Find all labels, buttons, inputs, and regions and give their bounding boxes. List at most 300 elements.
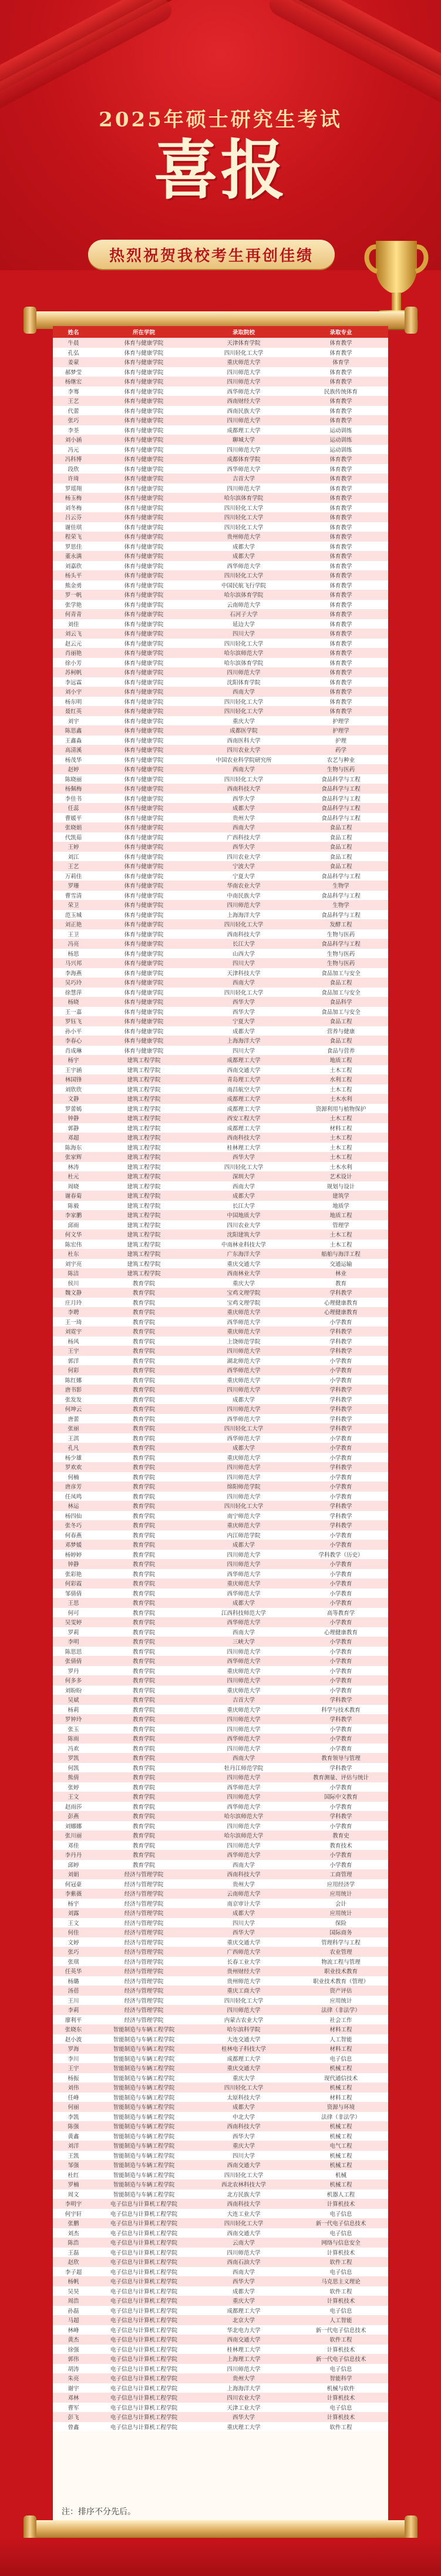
cell-college: 体育与健康学院	[94, 600, 194, 610]
cell-major: 体育教学	[294, 542, 388, 552]
cell-student-name: 杨东明	[53, 697, 94, 707]
table-row	[53, 1046, 388, 1056]
cell-student-name: 何凯	[53, 1763, 94, 1773]
cell-university: 云南师范大学	[194, 1889, 294, 1899]
table-row	[53, 687, 388, 697]
cell-college: 教育学院	[94, 1559, 194, 1569]
cell-major: 食品加工与安全	[294, 968, 388, 978]
table-row	[53, 774, 388, 784]
cell-student-name: 何文华	[53, 1230, 94, 1240]
table-row	[53, 1191, 388, 1201]
table-row	[53, 2364, 388, 2374]
cell-student-name: 苏柯帆	[53, 667, 94, 677]
cell-college: 经济与管理学院	[94, 1937, 194, 1947]
cell-university: 成都大学	[194, 1598, 294, 1608]
cell-university: 重庆师范大学	[194, 1375, 294, 1385]
cell-university: 西南交通大学	[194, 1065, 294, 1075]
table-row	[53, 1298, 388, 1308]
cell-college: 教育学院	[94, 1763, 194, 1773]
cell-major: 体育教学	[294, 580, 388, 590]
cell-college: 体育与健康学院	[94, 551, 194, 561]
cell-university: 四川师范大学	[194, 1492, 294, 1502]
cell-student-name: 唐书影	[53, 1385, 94, 1395]
cell-college: 电子信息与计算机工程学院	[94, 2383, 194, 2393]
cell-student-name: 孙小平	[53, 1026, 94, 1036]
cell-college: 教育学院	[94, 1365, 194, 1375]
cell-student-name: 何楠	[53, 1472, 94, 1482]
table-row	[53, 348, 388, 358]
cell-student-name: 刘小宇	[53, 687, 94, 697]
cell-college: 教育学院	[94, 1472, 194, 1482]
cell-university: 哈尔滨科学院	[194, 2024, 294, 2034]
table-row	[53, 1666, 388, 1676]
cell-university: 四川师范大学	[194, 1792, 294, 1802]
cell-college: 体育与健康学院	[94, 988, 194, 998]
cell-major: 机械工程	[294, 2083, 388, 2093]
cell-university: 四川轻化工大学	[194, 570, 294, 580]
table-row	[53, 764, 388, 774]
cell-college: 体育与健康学院	[94, 726, 194, 735]
cell-student-name: 肖成琳	[53, 1046, 94, 1056]
cell-college: 建筑工程学院	[94, 1162, 194, 1172]
cell-major: 体育教学	[294, 454, 388, 464]
cell-student-name: 汤蓓	[53, 1986, 94, 1996]
cell-student-name: 李丹丹	[53, 1850, 94, 1860]
cell-university: 宝鸡文理学院	[194, 1288, 294, 1298]
cell-student-name: 刘欣欣	[53, 1084, 94, 1094]
table-row	[53, 1307, 388, 1317]
table-row	[53, 590, 388, 600]
table-row	[53, 1937, 388, 1947]
cell-university: 四川师范大学	[194, 1772, 294, 1782]
cell-student-name: 杨宇	[53, 1899, 94, 1909]
table-row	[53, 1996, 388, 2006]
cell-university: 西华师范大学	[194, 1588, 294, 1598]
cell-college: 体育与健康学院	[94, 522, 194, 532]
cell-college: 建筑工程学院	[94, 1191, 194, 1201]
cell-university: 天津科技大学	[194, 968, 294, 978]
cell-university: 沈阳建筑大学	[194, 1230, 294, 1240]
cell-college: 智能制造与车辆工程学院	[94, 2093, 194, 2103]
cell-university: 西南石油大学	[194, 2257, 294, 2267]
cell-major: 学科教学	[294, 1501, 388, 1511]
cell-student-name: 周文	[53, 2189, 94, 2199]
cell-university: 成都大学	[194, 1908, 294, 1918]
cell-major: 体育教学	[294, 377, 388, 387]
cell-university: 重庆师范大学	[194, 1578, 294, 1588]
cell-student-name: 李佳书	[53, 794, 94, 804]
cell-university: 绵阳师范学院	[194, 1482, 294, 1492]
table-row	[53, 1753, 388, 1763]
cell-major: 机械工程	[294, 2179, 388, 2189]
cell-college: 体育与健康学院	[94, 357, 194, 367]
cell-major: 艺术设计	[294, 1171, 388, 1181]
cell-student-name: 罗丹	[53, 1666, 94, 1676]
cell-student-name: 任蕊	[53, 803, 94, 813]
cell-major: 运动训练	[294, 425, 388, 435]
cell-major: 社会工作	[294, 2015, 388, 2025]
cell-student-name: 刘伟	[53, 2083, 94, 2093]
cell-student-name: 邹倩倩	[53, 1588, 94, 1598]
table-row	[53, 2073, 388, 2083]
cell-university: 贵州师范大学	[194, 1976, 294, 1986]
cell-major: 学科教学	[294, 1414, 388, 1424]
cell-college: 教育学院	[94, 1666, 194, 1676]
cell-student-name: 钟静	[53, 1559, 94, 1569]
cell-student-name: 代凯茹	[53, 832, 94, 842]
cell-university: 西华师范大学	[194, 1656, 294, 1666]
cell-college: 教育学院	[94, 1423, 194, 1433]
cell-major: 教育领导与管理	[294, 1753, 388, 1763]
table-row	[53, 2393, 388, 2403]
cell-university: 重庆交通大学	[194, 1937, 294, 1947]
cell-college: 智能制造与车辆工程学院	[94, 2160, 194, 2170]
cell-university: 重庆师范大学	[194, 1666, 294, 1676]
cell-major: 民族传统体育	[294, 387, 388, 397]
cell-college: 体育与健康学院	[94, 929, 194, 939]
cell-university: 成都大学	[194, 1443, 294, 1453]
cell-university: 四川师范大学	[194, 667, 294, 677]
cell-university: 西南大学	[194, 1753, 294, 1763]
cell-major: 体育教学	[294, 503, 388, 513]
cell-major: 生物与医药	[294, 949, 388, 959]
cell-college: 教育学院	[94, 1637, 194, 1647]
cell-major: 学科教学	[294, 1462, 388, 1472]
table-row	[53, 1927, 388, 1937]
cell-major: 体育教学	[294, 551, 388, 561]
cell-major: 体育教学	[294, 406, 388, 416]
cell-student-name: 张倩倩	[53, 1656, 94, 1666]
cell-college: 教育学院	[94, 1656, 194, 1666]
cell-university: 西华师范大学	[194, 1414, 294, 1424]
cell-university: 西南财经大学	[194, 396, 294, 406]
table-row	[53, 2345, 388, 2355]
table-row	[53, 648, 388, 658]
cell-college: 体育与健康学院	[94, 919, 194, 929]
cell-major: 物流工程与管理	[294, 1957, 388, 1967]
table-row	[53, 978, 388, 988]
cell-university: 重庆工商大学	[194, 1986, 294, 1996]
cell-student-name: 张巧	[53, 415, 94, 425]
cell-major: 机械工程	[294, 2063, 388, 2073]
cell-college: 体育与健康学院	[94, 445, 194, 455]
cell-student-name: 杨帆	[53, 2276, 94, 2286]
cell-college: 电子信息与计算机工程学院	[94, 2248, 194, 2258]
cell-student-name: 郝梦莹	[53, 367, 94, 377]
cell-college: 体育与健康学院	[94, 619, 194, 629]
cell-university: 四川师范大学	[194, 1841, 294, 1850]
cell-college: 体育与健康学院	[94, 891, 194, 901]
table-row	[53, 1240, 388, 1250]
cell-college: 电子信息与计算机工程学院	[94, 2422, 194, 2432]
cell-university: 成都理工大学	[194, 1055, 294, 1065]
table-row	[53, 832, 388, 842]
cell-university: 西华师范大学	[194, 1802, 294, 1812]
cell-major: 体育教学	[294, 619, 388, 629]
cell-student-name: 张冬巧	[53, 1520, 94, 1530]
table-row	[53, 2257, 388, 2267]
cell-major: 体育教学	[294, 415, 388, 425]
cell-university: 四川轻化工大学	[194, 1996, 294, 2006]
cell-major: 教育技术	[294, 1841, 388, 1850]
cell-university: 四川师范大学	[194, 1462, 294, 1472]
cell-university: 西安工程大学	[194, 1113, 294, 1123]
table-row	[53, 1433, 388, 1443]
table-row	[53, 1821, 388, 1831]
cell-university: 重庆师范大学	[194, 357, 294, 367]
cell-college: 智能制造与车辆工程学院	[94, 2073, 194, 2083]
cell-university: 上海海洋大学	[194, 2383, 294, 2393]
cell-major: 国际中文教育	[294, 1792, 388, 1802]
table-row	[53, 658, 388, 668]
cell-student-name: 刘霓宇	[53, 1326, 94, 1336]
cell-major: 材料工程	[294, 2024, 388, 2034]
table-row	[53, 377, 388, 387]
cell-college: 经济与管理学院	[94, 1966, 194, 1976]
cell-student-name: 何彩霞	[53, 1578, 94, 1588]
scroll-rod-end	[405, 307, 418, 334]
cell-university: 四川大学	[194, 2151, 294, 2161]
cell-college: 体育与健康学院	[94, 348, 194, 358]
cell-college: 体育与健康学院	[94, 464, 194, 474]
table-row	[53, 1782, 388, 1792]
cell-university: 江西科技师范大学	[194, 1608, 294, 1618]
cell-major: 规划与设计	[294, 1181, 388, 1191]
cell-university: 北方民族大学	[194, 2189, 294, 2199]
table-row	[53, 2412, 388, 2422]
cell-major: 电子信息	[294, 2364, 388, 2374]
table-row	[53, 2005, 388, 2015]
cell-student-name: 刘杰	[53, 2228, 94, 2238]
cell-university: 西南科技大学	[194, 929, 294, 939]
cell-student-name: 吴斌	[53, 1695, 94, 1705]
cell-college: 教育学院	[94, 1375, 194, 1385]
cell-student-name: 马超	[53, 2315, 94, 2325]
table-row	[53, 2373, 388, 2383]
cell-university: 贵州财经大学	[194, 1966, 294, 1976]
cell-college: 体育与健康学院	[94, 735, 194, 745]
table-row	[53, 1395, 388, 1405]
table-row	[53, 1802, 388, 1812]
cell-college: 体育与健康学院	[94, 561, 194, 571]
cell-major: 学科教学	[294, 1763, 388, 1773]
cell-university: 云南大学	[194, 2238, 294, 2248]
cell-major: 人工智能	[294, 2315, 388, 2325]
cell-college: 体育与健康学院	[94, 1026, 194, 1036]
cell-university: 四川师范大学	[194, 1346, 294, 1356]
cell-college: 教育学院	[94, 1569, 194, 1579]
table-row	[53, 1831, 388, 1841]
cell-student-name: 董永满	[53, 551, 94, 561]
cell-major: 船舶与海洋工程	[294, 1249, 388, 1259]
cell-student-name: 邓佳	[53, 1841, 94, 1850]
table-row	[53, 1899, 388, 1909]
cell-college: 教育学院	[94, 1860, 194, 1870]
cell-college: 体育与健康学院	[94, 803, 194, 813]
cell-university: 西南大学	[194, 687, 294, 697]
cell-college: 教育学院	[94, 1811, 194, 1821]
cell-college: 教育学院	[94, 1307, 194, 1317]
cell-university: 上海海洋大学	[194, 1036, 294, 1046]
cell-major: 食品科学与工程	[294, 803, 388, 813]
cell-student-name: 吕云芬	[53, 512, 94, 522]
cell-major: 小学教育	[294, 1685, 388, 1695]
cell-student-name: 杨宇	[53, 1055, 94, 1065]
cell-university: 西南大学	[194, 978, 294, 988]
cell-major: 电子信息	[294, 2228, 388, 2238]
cell-student-name: 罗海	[53, 2044, 94, 2054]
table-row	[53, 1705, 388, 1715]
table-row	[53, 1530, 388, 1540]
cell-college: 教育学院	[94, 1647, 194, 1657]
cell-student-name: 刘佳	[53, 619, 94, 629]
cell-student-name: 刘云飞	[53, 629, 94, 639]
cell-major: 软件工程	[294, 2257, 388, 2267]
cell-college: 教育学院	[94, 1453, 194, 1463]
cell-major: 材料工程	[294, 2044, 388, 2054]
cell-college: 体育与健康学院	[94, 512, 194, 522]
table-row	[53, 1104, 388, 1114]
table-row	[53, 387, 388, 397]
cell-university: 桂林理工大学	[194, 2345, 294, 2355]
cell-student-name: 曾鑫	[53, 2422, 94, 2432]
table-row	[53, 1492, 388, 1502]
cell-major: 软件工程	[294, 2422, 388, 2432]
cell-student-name: 彭燕	[53, 1811, 94, 1821]
table-row	[53, 1007, 388, 1017]
cell-student-name: 杨继宏	[53, 377, 94, 387]
cell-major: 机械与软件	[294, 2383, 388, 2393]
cell-university: 四川农业大学	[194, 2393, 294, 2403]
cell-college: 电子信息与计算机工程学院	[94, 2373, 194, 2383]
cell-major: 生物与医药	[294, 958, 388, 968]
cell-university: 西华师范大学	[194, 561, 294, 571]
cell-student-name: 刘露	[53, 1908, 94, 1918]
table-row	[53, 1288, 388, 1298]
table-row	[53, 1860, 388, 1870]
cell-major: 交通运输	[294, 1259, 388, 1269]
table-row	[53, 1326, 388, 1336]
cell-student-name: 陈思鑫	[53, 726, 94, 735]
cell-college: 体育与健康学院	[94, 648, 194, 658]
cell-student-name: 何佳	[53, 1927, 94, 1937]
cell-major: 食品科学与工程	[294, 784, 388, 794]
cell-university: 贵州师范大学	[194, 532, 294, 542]
cell-university: 青岛理工大学	[194, 1074, 294, 1084]
cell-university: 吉首大学	[194, 1695, 294, 1705]
table-row	[53, 667, 388, 677]
table-row	[53, 1462, 388, 1472]
cell-university: 四川轻化工大学	[194, 1501, 294, 1511]
cell-major: 土木工程	[294, 1152, 388, 1162]
cell-major: 应用经济学	[294, 1879, 388, 1889]
cell-student-name: 王卫	[53, 929, 94, 939]
cell-college: 体育与健康学院	[94, 958, 194, 968]
table-row	[53, 2189, 388, 2199]
cell-student-name: 曹军	[53, 2403, 94, 2413]
cell-university: 上海海洋大学	[194, 910, 294, 920]
cell-major: 学科教学	[294, 1511, 388, 1521]
cell-college: 教育学院	[94, 1821, 194, 1831]
cell-college: 建筑工程学院	[94, 1074, 194, 1084]
cell-college: 经济与管理学院	[94, 1908, 194, 1918]
table-row	[53, 1375, 388, 1385]
cell-university: 四川师范大学	[194, 367, 294, 377]
cell-university: 湖北师范大学	[194, 1356, 294, 1366]
cell-student-name: 罗瑶翔	[53, 483, 94, 493]
cell-major: 护理学	[294, 716, 388, 726]
table-row	[53, 1608, 388, 1618]
cell-university: 西南大学	[194, 764, 294, 774]
cell-college: 教育学院	[94, 1792, 194, 1802]
cell-student-name: 任峰	[53, 2093, 94, 2103]
cell-university: 重庆师范大学	[194, 1307, 294, 1317]
cell-student-name: 李海燕	[53, 968, 94, 978]
cell-college: 智能制造与车辆工程学院	[94, 2141, 194, 2151]
footnote: 注：排序不分先后。	[62, 2507, 136, 2517]
cell-college: 智能制造与车辆工程学院	[94, 2170, 194, 2180]
table-row	[53, 1695, 388, 1705]
cell-college: 建筑工程学院	[94, 1249, 194, 1259]
cell-college: 电子信息与计算机工程学院	[94, 2257, 194, 2267]
cell-college: 体育与健康学院	[94, 454, 194, 464]
cell-major: 材料工程	[294, 1123, 388, 1133]
cell-university: 西南科技大学	[194, 2121, 294, 2131]
table-row	[53, 1414, 388, 1424]
cell-major: 小学教育	[294, 1860, 388, 1870]
cell-university: 贵州大学	[194, 813, 294, 823]
table-row	[53, 1230, 388, 1240]
table-row	[53, 745, 388, 755]
cell-major: 小学教育	[294, 1569, 388, 1579]
table-row	[53, 968, 388, 978]
cell-student-name: 王淇	[53, 1433, 94, 1443]
cell-student-name: 何丽	[53, 2102, 94, 2112]
table-row	[53, 1346, 388, 1356]
cell-major: 营养与健康	[294, 1026, 388, 1036]
cell-college: 教育学院	[94, 1356, 194, 1366]
cell-college: 智能制造与车辆工程学院	[94, 2054, 194, 2064]
table-row	[53, 1772, 388, 1782]
cell-university: 重庆师范大学	[194, 1453, 294, 1463]
cell-major: 小学教育	[294, 1588, 388, 1598]
cell-student-name: 冯欢	[53, 1744, 94, 1754]
cell-college: 教育学院	[94, 1772, 194, 1782]
cell-major: 心理健康教育	[294, 1307, 388, 1317]
cell-college: 教育学院	[94, 1627, 194, 1637]
cell-college: 教育学院	[94, 1705, 194, 1715]
cell-major: 软件工程	[294, 2286, 388, 2296]
cell-university: 重庆交通大学	[194, 1259, 294, 1269]
cell-college: 体育与健康学院	[94, 949, 194, 959]
cell-college: 建筑工程学院	[94, 1201, 194, 1211]
cell-university: 成都理工大学	[194, 2306, 294, 2316]
cell-student-name: 杨莉	[53, 1705, 94, 1715]
cell-major: 体育教学	[294, 522, 388, 532]
cell-college: 建筑工程学院	[94, 1240, 194, 1250]
cell-student-name: 刘正艳	[53, 919, 94, 929]
table-row	[53, 483, 388, 493]
table-row	[53, 1976, 388, 1986]
cell-university: 成都理工大学	[194, 2054, 294, 2064]
cell-student-name: 杨思	[53, 949, 94, 959]
cell-student-name: 张巧	[53, 1947, 94, 1957]
table-row	[53, 1404, 388, 1414]
cell-major: 体育教学	[294, 464, 388, 474]
cell-college: 电子信息与计算机工程学院	[94, 2364, 194, 2374]
cell-student-name: 唐彦芳	[53, 1482, 94, 1492]
table-row	[53, 445, 388, 455]
